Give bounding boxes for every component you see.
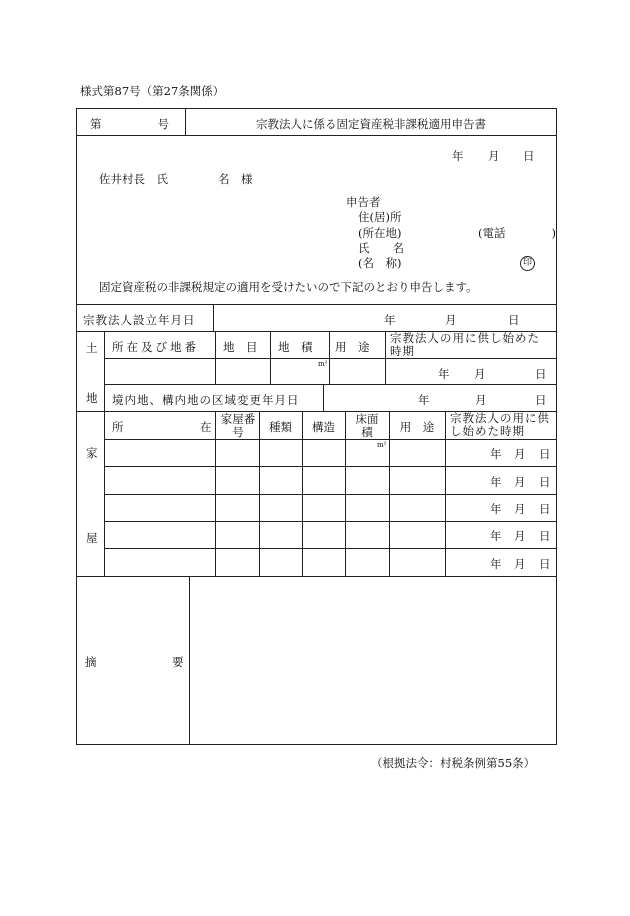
date-year: 年 bbox=[452, 149, 464, 163]
house-side-bottom: 屋 bbox=[86, 531, 98, 545]
date-day: 日 bbox=[523, 149, 535, 163]
land-header-area: 地 積 bbox=[278, 340, 313, 354]
boundary-day: 日 bbox=[535, 393, 547, 407]
house-row3-day: 日 bbox=[539, 502, 551, 516]
house-area-unit: m² bbox=[377, 441, 387, 449]
house-row4-day: 日 bbox=[539, 529, 551, 543]
house-header-location-a: 所 bbox=[112, 420, 124, 434]
land-side-bottom: 地 bbox=[86, 391, 98, 405]
boundary-change-label: 境内地、構内地の区域変更年月日 bbox=[112, 393, 300, 407]
establishment-day: 日 bbox=[508, 313, 520, 327]
house-row2-day: 日 bbox=[539, 475, 551, 489]
form-number: 様式第87号（第27条関係） bbox=[80, 84, 225, 98]
house-header-start: 宗教法人の用に供し始めた時期 bbox=[450, 411, 550, 438]
land-header-location: 所在及び地番 bbox=[112, 340, 199, 354]
house-header-use: 用 途 bbox=[399, 420, 435, 434]
house-row1-year: 年 bbox=[490, 447, 502, 461]
house-header-location-b: 在 bbox=[200, 420, 212, 434]
house-header-type: 種類 bbox=[269, 420, 292, 434]
summary-label-b: 要 bbox=[172, 655, 184, 669]
house-row3-month: 月 bbox=[514, 502, 526, 516]
house-row5-month: 月 bbox=[514, 557, 526, 571]
house-row1-month: 月 bbox=[514, 447, 526, 461]
addressee-sama: 名 様 bbox=[218, 172, 253, 186]
summary-label-a: 摘 bbox=[85, 655, 97, 669]
statement: 固定資産税の非課税規定の適用を受けたいので下記のとおり申告します。 bbox=[99, 280, 478, 294]
form-title: 宗教法人に係る固定資産税非課税適用申告書 bbox=[256, 117, 486, 131]
boundary-month: 月 bbox=[475, 393, 487, 407]
house-row2-month: 月 bbox=[514, 475, 526, 489]
addressee-village: 佐井村長 氏 bbox=[99, 172, 168, 186]
house-row4-month: 月 bbox=[514, 529, 526, 543]
establishment-month: 月 bbox=[445, 313, 457, 327]
legal-basis: （根拠法令：村税条例第55条） bbox=[371, 756, 536, 770]
land-header-category: 地 目 bbox=[223, 340, 258, 354]
house-row3-year: 年 bbox=[490, 502, 502, 516]
land-area-unit: m² bbox=[318, 360, 328, 368]
house-header-structure: 構造 bbox=[312, 420, 335, 434]
address-label: 住(居)所 bbox=[358, 210, 402, 224]
house-row4-year: 年 bbox=[490, 529, 502, 543]
house-row5-day: 日 bbox=[539, 557, 551, 571]
establishment-label: 宗教法人設立年月日 bbox=[83, 313, 196, 327]
seal-icon: 印 bbox=[520, 256, 535, 271]
house-side-top: 家 bbox=[86, 446, 98, 460]
house-row5-year: 年 bbox=[490, 557, 502, 571]
name-label: 氏 名 bbox=[358, 241, 404, 255]
house-header-floor-area: 床面積 bbox=[355, 412, 379, 439]
phone-label: (電話 ) bbox=[478, 226, 556, 240]
land-side-top: 土 bbox=[86, 341, 98, 355]
date-month: 月 bbox=[488, 149, 500, 163]
land-header-start: 宗教法人の用に供し始めた時期 bbox=[390, 331, 540, 358]
house-header-number: 家屋番号 bbox=[220, 412, 256, 439]
number-label: 第 号 bbox=[90, 117, 171, 131]
house-row2-year: 年 bbox=[490, 475, 502, 489]
boundary-year: 年 bbox=[418, 393, 430, 407]
establishment-year: 年 bbox=[384, 313, 396, 327]
land-date-month: 月 bbox=[474, 367, 486, 381]
org-name-label: (名 称) bbox=[358, 256, 402, 270]
location-label: (所在地) bbox=[358, 226, 402, 240]
applicant-label: 申告者 bbox=[346, 195, 381, 209]
house-row1-day: 日 bbox=[539, 447, 551, 461]
land-date-year: 年 bbox=[438, 367, 450, 381]
land-date-day: 日 bbox=[535, 367, 547, 381]
land-header-use: 用 途 bbox=[335, 340, 370, 354]
